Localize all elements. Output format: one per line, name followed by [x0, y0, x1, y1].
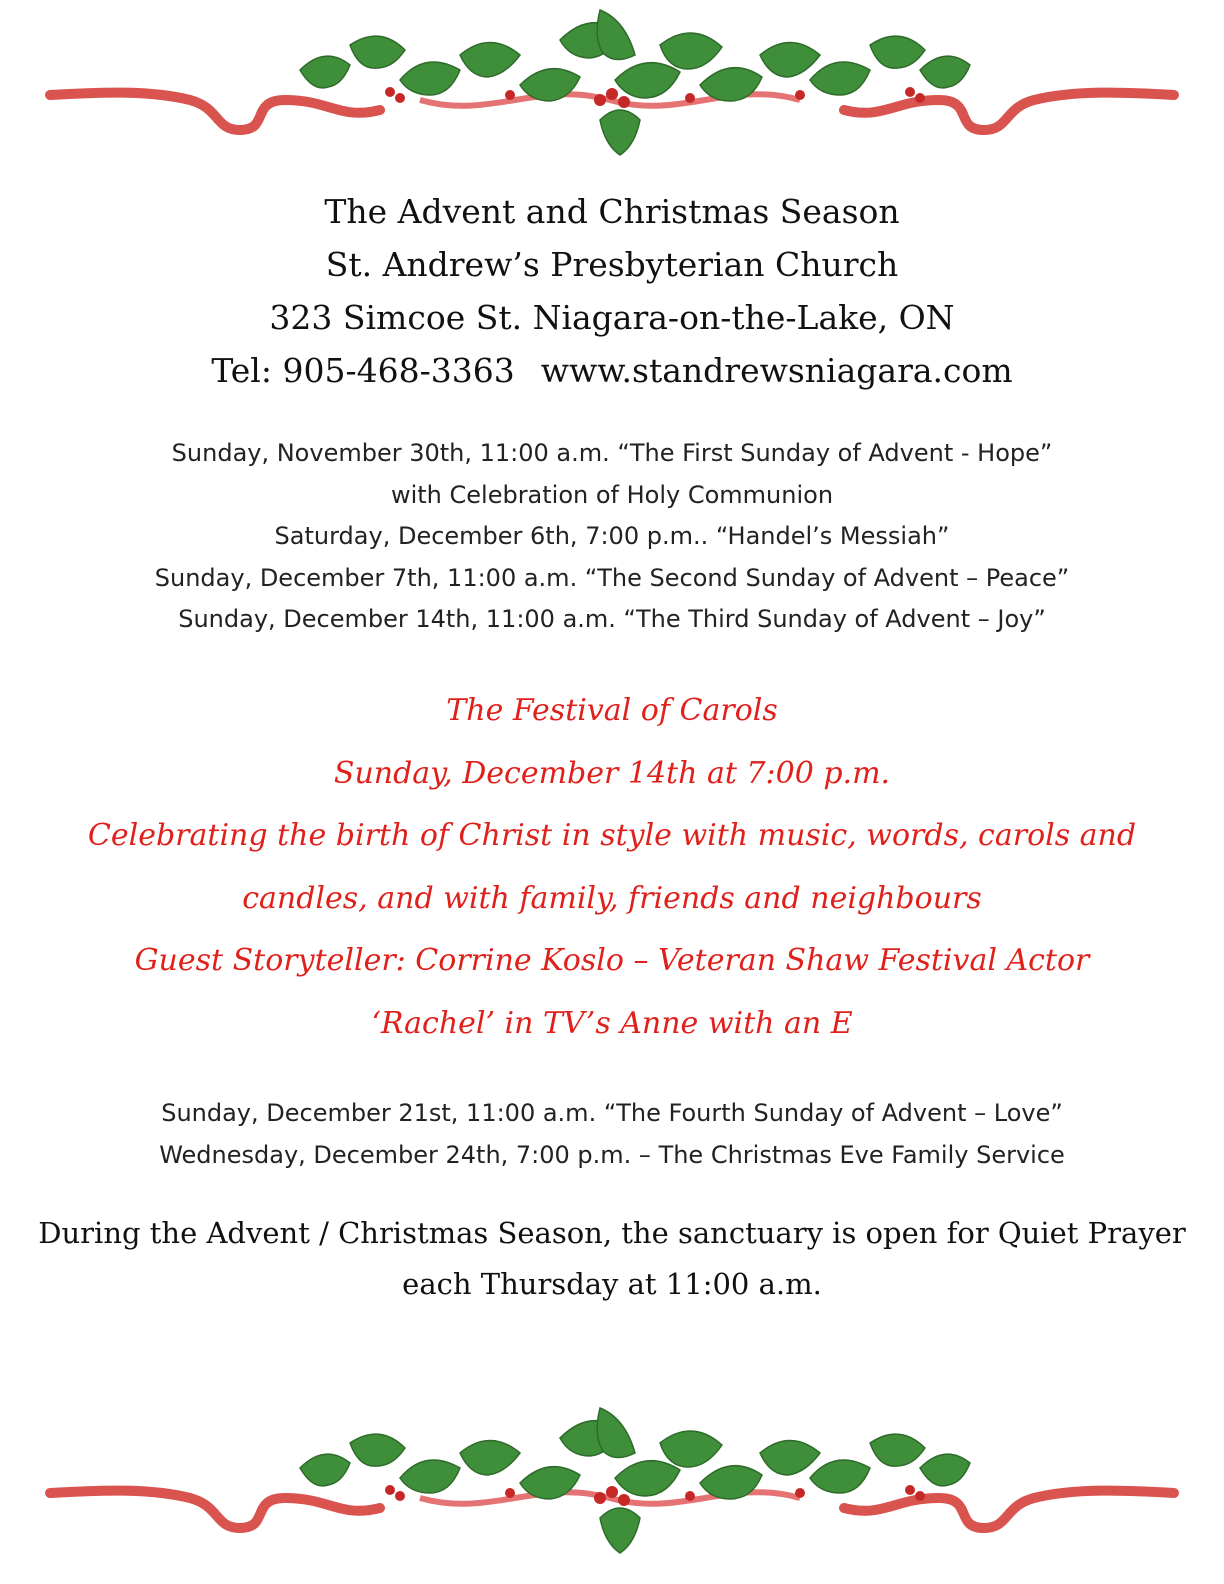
- church-address: 323 Simcoe St. Niagara-on-the-Lake, ON: [269, 298, 955, 337]
- services-list-first: [0, 433, 1224, 641]
- festival-guest-role: ‘Rachel’ in TV’s Anne with an E: [371, 1005, 853, 1041]
- services-list-second: [0, 1093, 1224, 1176]
- page-title: The Advent and Christmas Season: [324, 192, 900, 231]
- quiet-prayer-line: During the Advent / Christmas Season, the sanctuary is open for Quiet Prayer: [38, 1216, 1186, 1250]
- festival-title: The Festival of Carols: [446, 693, 778, 728]
- festival-of-carols-block: [0, 680, 1224, 1055]
- service-line: Sunday, December 14th, 11:00 a.m. “The Third Sunday of Advent – Joy”: [178, 605, 1046, 633]
- quiet-prayer-note: [0, 1208, 1224, 1310]
- service-line: Wednesday, December 24th, 7:00 p.m. – The Christmas Eve Family Service: [159, 1140, 1065, 1169]
- holly-leaves: [300, 10, 970, 155]
- holly-leaves: [300, 1408, 970, 1553]
- service-line: Sunday, November 30th, 11:00 a.m. “The First Sunday of Advent - Hope”: [171, 439, 1053, 467]
- ribbon-left: [50, 1491, 380, 1528]
- service-line: Sunday, December 21st, 11:00 a.m. “The Fourth Sunday of Advent – Love”: [161, 1099, 1063, 1127]
- phone-number: Tel: 905-468-3363: [211, 351, 515, 390]
- holly-garland-top: [40, 0, 1184, 175]
- service-line: with Celebration of Holy Communion: [390, 480, 834, 509]
- holly-garland-bottom: [40, 1398, 1184, 1573]
- festival-date: Sunday, December 14th at 7:00 p.m.: [333, 755, 891, 791]
- festival-description: Celebrating the birth of Christ in style with music, words, carols and: [87, 818, 1137, 853]
- festival-guest: Guest Storyteller: Corrine Koslo – Veteran Shaw Festival Actor: [134, 943, 1090, 978]
- header-block: [0, 185, 1224, 397]
- website-link[interactable]: www.standrewsniagara.com: [540, 351, 1013, 390]
- contact-line: [0, 344, 1224, 397]
- service-line: Saturday, December 6th, 7:00 p.m.. “Handel’s Messiah”: [274, 522, 950, 550]
- festival-description: candles, and with family, friends and neighbours: [242, 880, 982, 916]
- ribbon-left: [50, 93, 380, 130]
- church-name: St. Andrew’s Presbyterian Church: [325, 245, 899, 284]
- quiet-prayer-line: each Thursday at 11:00 a.m.: [402, 1267, 822, 1301]
- ribbon-right: [844, 93, 1174, 130]
- ribbon-right: [844, 1491, 1174, 1528]
- service-line: Sunday, December 7th, 11:00 a.m. “The Second Sunday of Advent – Peace”: [154, 563, 1070, 592]
